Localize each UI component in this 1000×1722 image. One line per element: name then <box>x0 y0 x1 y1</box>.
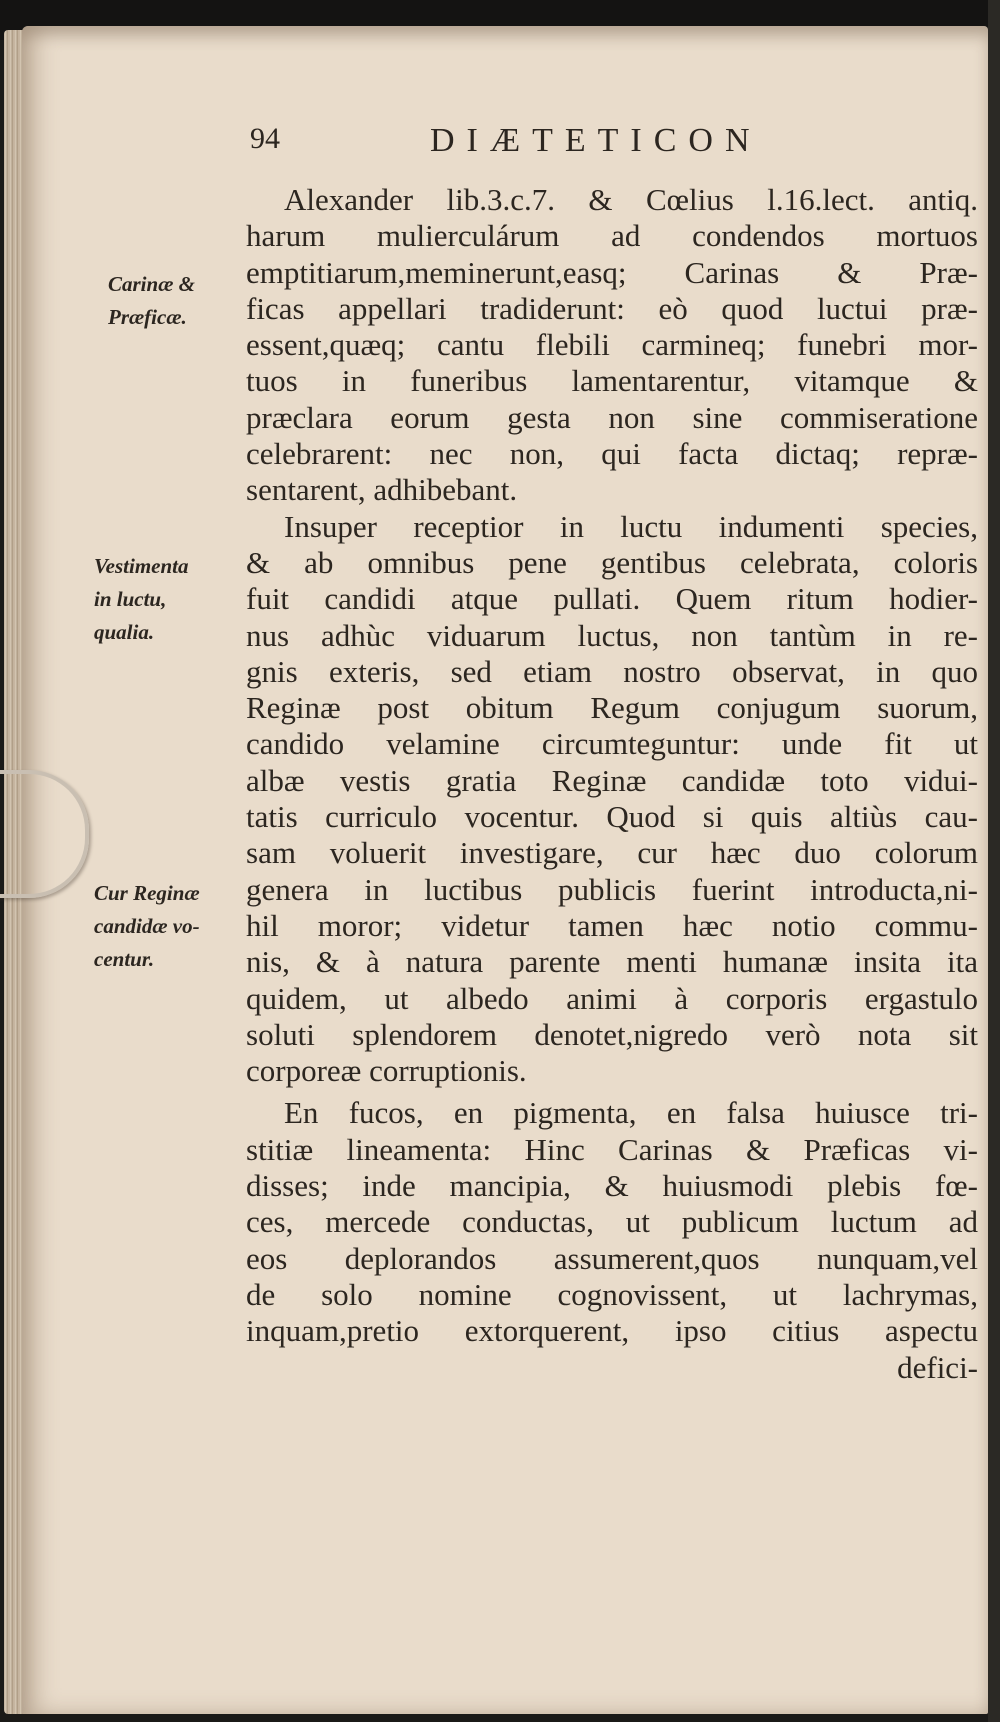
body-line: hil moror; videtur tamen hæc notio commu- <box>246 907 978 943</box>
body-line: fuit candidi atque pullati. Quem ritum hodier- <box>246 581 978 617</box>
body-line: emptitiarum,meminerunt,easq; Carinas & Præ- <box>246 254 978 290</box>
margin-note-line: Cur Reginæ <box>94 881 200 905</box>
body-line: sentarent, adhibebant. <box>246 472 518 508</box>
margin-note-line: candidæ vo- <box>94 914 200 938</box>
page-header <box>250 122 890 168</box>
page-number: 94 <box>250 122 280 155</box>
margin-note-line: centur. <box>94 947 155 971</box>
body-line: albæ vestis gratia Reginæ candidæ toto vidui- <box>246 762 978 798</box>
margin-note-line: Vestimenta <box>94 554 189 578</box>
margin-note-carinae <box>108 268 195 334</box>
body-line: sam voluerit investigare, cur hæc duo colorum <box>246 835 978 871</box>
body-line: gnis exteris, sed etiam nostro observat, in quo <box>246 653 978 689</box>
body-line: harum mulierculárum ad condendos mortuos <box>246 218 978 254</box>
body-line: ces, mercede conductas, ut publicum luctum ad <box>246 1204 978 1240</box>
body-line: tuos in funeribus lamentarentur, vitamque & <box>246 363 978 399</box>
body-line: corporeæ corruptionis. <box>246 1053 527 1089</box>
body-line: & ab omnibus pene gentibus celebrata, coloris <box>246 544 978 580</box>
catchword: defici- <box>897 1349 978 1385</box>
body-line: En fucos, en pigmenta, en falsa huiusce tri- <box>284 1095 978 1131</box>
body-line: nus adhùc viduarum luctus, non tantùm in re- <box>246 617 978 653</box>
margin-note-line: qualia. <box>94 620 155 644</box>
running-head: DIÆTETICON <box>430 122 762 159</box>
body-line: celebrarent: nec non, qui facta dictaq; repræ- <box>246 436 978 472</box>
body-line: genera in luctibus publicis fuerint introducta,ni- <box>246 871 978 907</box>
body-line: tatis curriculo vocentur. Quod si quis altiùs cau- <box>246 799 978 835</box>
margin-note-line: Præficæ. <box>108 305 187 329</box>
body-line: eos deplorandos assumerent,quos nunquam,vel <box>246 1240 978 1276</box>
margin-note-regina <box>94 877 200 976</box>
margin-note-line: in luctu, <box>94 587 167 611</box>
body-line: Alexander lib.3.c.7. & Cœlius l.16.lect. antiq. <box>284 182 978 217</box>
body-text <box>246 182 978 1386</box>
body-line: disses; inde mancipia, & huiusmodi plebis fœ- <box>246 1168 978 1204</box>
body-line: ficas appellari tradiderunt: eò quod luctui præ- <box>246 290 978 326</box>
body-line: præclara eorum gesta non sine commiseratione <box>246 399 978 435</box>
body-line: essent,quæq; cantu flebili carmineq; funebri mor- <box>246 327 978 363</box>
body-line: nis, & à natura parente menti humanæ insita ita <box>246 944 978 980</box>
body-line: stitiæ lineamenta: Hinc Carinas & Præficas vi- <box>246 1131 978 1167</box>
margin-note-line: Carinæ & <box>108 272 195 296</box>
body-line: candido velamine circumteguntur: unde fit ut <box>246 726 978 762</box>
body-line: quidem, ut albedo animi à corporis ergastulo <box>246 980 978 1016</box>
body-line: Reginæ post obitum Regum conjugum suorum, <box>246 690 978 726</box>
body-line: inquam,pretio extorquerent, ipso citius aspectu <box>246 1313 978 1349</box>
body-line: de solo nomine cognovissent, ut lachrymas, <box>246 1276 978 1312</box>
photo-background-right <box>988 0 1000 1722</box>
body-line: soluti splendorem denotet,nigredo verò nota sit <box>246 1016 978 1052</box>
margin-note-vestimenta <box>94 550 189 649</box>
body-line: Insuper receptior in luctu indumenti species, <box>284 508 978 544</box>
